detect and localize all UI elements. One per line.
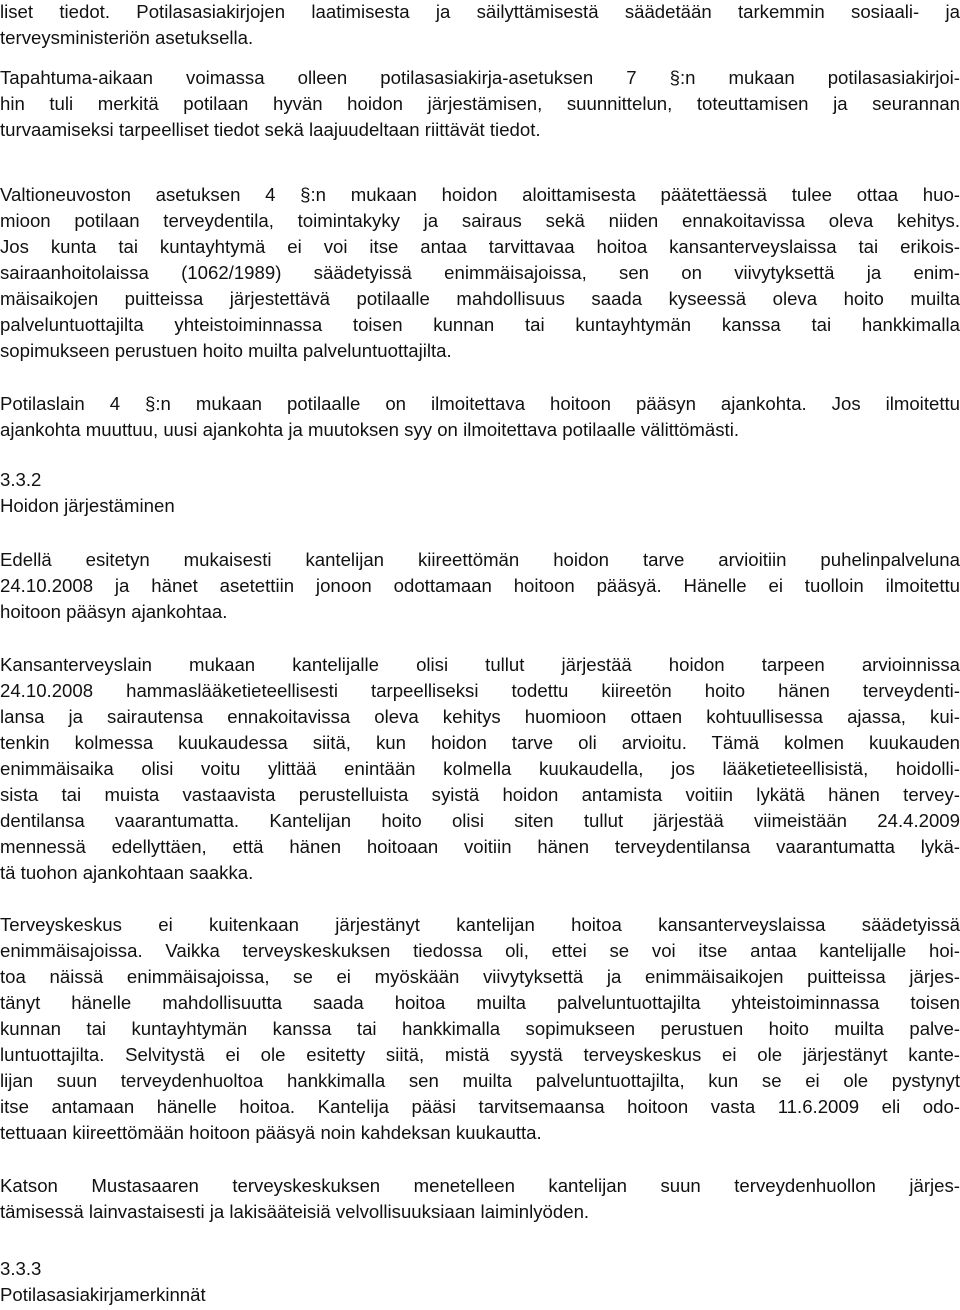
paragraph-potilasasiakirja-asetus (0, 65, 960, 143)
text-line: turvaamiseksi tarpeelliset tiedot sekä laajuudeltaan riittävät tiedot. (0, 119, 541, 140)
text-line: Tapahtuma-aikaan voimassa olleen potilasasiakirja-asetuksen 7 §:n mukaan potilasasiakirjoi- (0, 67, 960, 88)
text-line: tämisessä lainvastaisesti ja lakisääteisiä velvollisuuksiaan laiminlyöden. (0, 1201, 590, 1222)
text-line: ajankohta muuttuu, uusi ajankohta ja muutoksen syy on ilmoitettava potilaalle välittömästi. (0, 419, 739, 440)
text-line: Edellä esitetyn mukaisesti kantelijan kiireettömän hoidon tarve arvioitiin puhelinpalveluna (0, 549, 960, 570)
text-line: mioon potilaan terveydentila, toimintakyky ja sairaus sekä niiden ennakoitavissa oleva kehitys. (0, 210, 960, 231)
paragraph-potilaslaki (0, 391, 960, 443)
text-line: 24.10.2008 hammaslääketieteellisesti tarpeelliseksi todettu kiireetön hoito hänen terveydenti- (0, 680, 960, 701)
text-line: Jos kunta tai kuntayhtymä ei voi itse antaa tarvittavaa hoitoa kansanterveyslaissa tai erikois- (0, 236, 960, 257)
text-line: toa näissä enimmäisajoissa, se ei myöskään viivytyksettä ja enimmäisaikojen puitteissa järjes- (0, 966, 960, 987)
text-line: dentilansa vaarantumatta. Kantelijan hoito olisi siten tullut järjestää viimeistään 24.4.2009 (0, 810, 960, 831)
section-number: 3.3.2 (0, 469, 42, 490)
text-line: Potilaslain 4 §:n mukaan potilaalle on ilmoitettava hoitoon pääsyn ajankohta. Jos ilmoitettu (0, 393, 960, 414)
text-line: enimmäisajoissa. Vaikka terveyskeskuksen tiedossa oli, ettei se voi itse antaa kantelijalle hoi- (0, 940, 960, 961)
section-heading-3-3-3 (0, 1256, 960, 1308)
text-line: palveluntuottajilta yhteistoiminnassa toisen kunnan tai kuntayhtymän kanssa tai hankkimalla (0, 314, 960, 335)
section-heading-3-3-2 (0, 467, 960, 519)
text-line: lansa ja sairautensa ennakoitavissa oleva kehitys huomioon ottaen kohtuullisessa ajassa, kui- (0, 706, 960, 727)
section-number: 3.3.3 (0, 1258, 42, 1279)
text-line: tä tuohon ajankohtaan saakka. (0, 862, 254, 883)
paragraph-edella-esitetyn (0, 547, 960, 625)
text-line: sairaanhoitolaissa (1062/1989) säädetyissä enimmäisajoissa, sen on viivytyksettä ja enim- (0, 262, 960, 283)
section-title: Potilasasiakirjamerkinnät (0, 1284, 206, 1305)
paragraph-intro-tail (0, 0, 960, 51)
text-line: sista tai muista vastaavista perustelluista syistä hoidon antamista voitiin lykätä hänen tervey- (0, 784, 960, 805)
text-line: luntuottajilta. Selvitystä ei ole esitetty siitä, mistä syystä terveyskeskus ei ole järjestänyt kante- (0, 1044, 960, 1065)
text-line: hoitoon pääsyn ajankohtaa. (0, 601, 228, 622)
section-title: Hoidon järjestäminen (0, 495, 175, 516)
text-line: mäisaikojen puitteissa järjestettävä potilaalle mahdollisuus saada kyseessä oleva hoito muilta (0, 288, 960, 309)
paragraph-terveyskeskus (0, 912, 960, 1146)
text-line: Terveyskeskus ei kuitenkaan järjestänyt kantelijan hoitoa kansanterveyslaissa säädetyissä (0, 914, 960, 935)
text-line: tenkin kolmessa kuukaudessa siitä, kun hoidon tarve oli arvioitu. Tämä kolmen kuukauden (0, 732, 960, 753)
text-line: terveysministeriön asetuksella. (0, 27, 254, 48)
paragraph-katson (0, 1173, 960, 1225)
text-line: tänyt hänelle mahdollisuutta saada hoitoa muilta palveluntuottajilta yhteistoiminnassa toisen (0, 992, 960, 1013)
text-line: mennessä edellyttäen, että hänen hoitoaan voitiin hänen terveydentilansa vaarantumatta lykä- (0, 836, 960, 857)
text-line: sopimukseen perustuen hoito muilta palveluntuottajilta. (0, 340, 452, 361)
text-line: liset tiedot. Potilasasiakirjojen laatimisesta ja säilyttämisestä säädetään tarkemmin sosiaali- ja (0, 1, 960, 22)
text-line: Katson Mustasaaren terveyskeskuksen menetelleen kantelijan suun terveydenhuollon järjes- (0, 1175, 960, 1196)
text-line: enimmäisaika olisi voitu ylittää enintään kolmella kuukaudella, jos lääketieteellisistä, hoidolli- (0, 758, 960, 779)
paragraph-valtioneuvoston-asetus (0, 182, 960, 364)
text-line: hin tuli merkitä potilaan hyvän hoidon järjestämisen, suunnittelun, toteuttamisen ja seurannan (0, 93, 960, 114)
text-line: tettuaan kiireettömään hoitoon pääsyä noin kahdeksan kuukautta. (0, 1122, 542, 1143)
paragraph-kansanterveyslain (0, 652, 960, 886)
text-line: Kansanterveyslain mukaan kantelijalle olisi tullut järjestää hoidon tarpeen arvioinnissa (0, 654, 960, 675)
text-line: lijan suun terveydenhuoltoa hankkimalla sen muilta palveluntuottajilta, kun se ei ole pystynyt (0, 1070, 960, 1091)
text-line: Valtioneuvoston asetuksen 4 §:n mukaan hoidon aloittamisesta päätettäessä tulee ottaa huo- (0, 184, 960, 205)
text-line: itse antamaan hänelle hoitoa. Kantelija pääsi tarvitsemaansa hoitoon vasta 11.6.2009 eli odo- (0, 1096, 960, 1117)
text-line: kunnan tai kuntayhtymän kanssa tai hankkimalla sopimukseen perustuen hoito muilta palve- (0, 1018, 960, 1039)
text-line: 24.10.2008 ja hänet asetettiin jonoon odottamaan hoitoon pääsyä. Hänelle ei tuolloin ilmoitettu (0, 575, 960, 596)
